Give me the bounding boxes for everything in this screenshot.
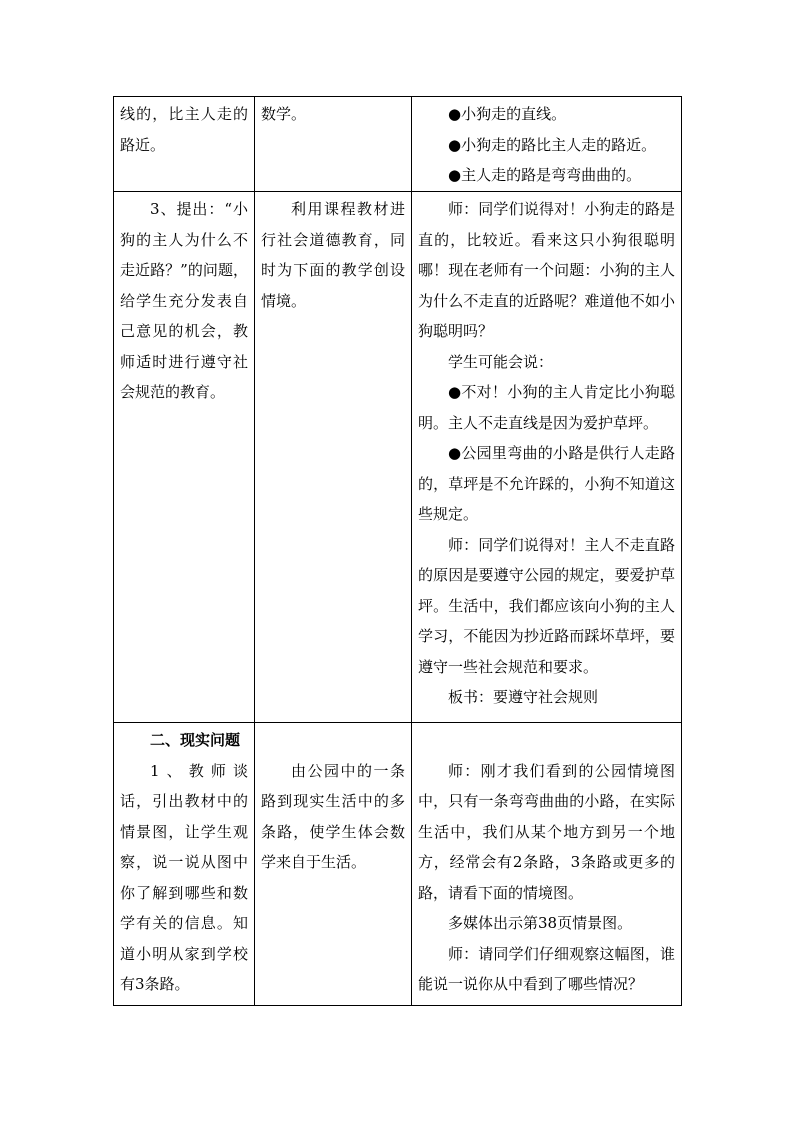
dialogue-paragraph: 师：请同学们仔细观察这幅图，谁能说一说你从中看到了哪些情况？ [418, 944, 675, 993]
table-row [114, 723, 682, 1006]
process-cell [114, 192, 255, 723]
dialogue-paragraph: 师：同学们说得对！主人不走直路的原因是要遵守公园的规定，要爱护草坪。生活中，我们都应该向小狗的主人学习，不能因为抄近路而踩坏草坪，要遵守一些社会规范和要求。 [418, 535, 675, 676]
intent-cell [255, 723, 412, 1006]
cell-text: 数学。 [261, 105, 307, 123]
blackboard-note: 板书：要遵守社会规则 [448, 688, 599, 706]
bullet-paragraph: ●小狗走的路比主人走的路近。 [448, 135, 657, 154]
dialogue-paragraph: 师：同学们说得对！小狗走的路是直的，比较近。看来这只小狗很聪明哪！现在老师有一个问题：小狗的主人为什么不走直的近路呢？难道他不如小狗聪明吗？ [418, 200, 675, 340]
table-row [114, 97, 682, 192]
bullet-paragraph: ●小狗走的直线。 [448, 105, 567, 123]
lesson-plan-table [113, 96, 682, 1006]
intent-cell [255, 97, 412, 192]
cell-text: 线的，比主人走的路近。 [120, 105, 248, 154]
dialogue-cell [412, 192, 682, 723]
bullet-paragraph: ●主人走的路是弯弯曲曲的。 [448, 166, 642, 184]
cell-text: 由公园中的一条路到现实生活中的多条路，使学生体会数学来自于生活。 [261, 761, 405, 871]
bullet-paragraph: ●不对！小狗的主人肯定比小狗聪明。主人不走直线是因为爱护草坪。 [418, 383, 675, 432]
process-cell [114, 723, 255, 1006]
cell-text: 利用课程教材进行社会道德教育，同时为下面的教学创设情境。 [261, 200, 405, 310]
cell-text: 3、提出：“小狗的主人为什么不走近路？”的问题，给学生充分发表自己意见的机会，教师适时进行遵守社会规范的教育。 [120, 200, 248, 401]
intent-cell [255, 192, 412, 723]
dialogue-paragraph: 学生可能会说： [448, 352, 554, 371]
dialogue-paragraph: 师：刚才我们看到的公园情境图中，只有一条弯弯曲曲的小路，在实际生活中，我们从某个地方到另一个地方，经常会有2条路，3条路或更多的路，请看下面的情境图。 [418, 761, 675, 902]
dialogue-cell [412, 97, 682, 192]
dialogue-cell [412, 723, 682, 1006]
process-cell [114, 97, 255, 192]
table-row [114, 192, 682, 723]
bullet-paragraph: ●公园里弯曲的小路是供行人走路的，草坪是不允许踩的，小狗不知道这些规定。 [418, 444, 675, 523]
cell-text: 1、教师谈话，引出教材中的情景图，让学生观察，说一说从图中你了解到哪些和数学有关的信息。知道小明从家到学校有3条路。 [120, 761, 248, 993]
section-heading: 二、现实问题 [150, 731, 241, 749]
dialogue-paragraph: 多媒体出示第38页情景图。 [448, 914, 633, 932]
